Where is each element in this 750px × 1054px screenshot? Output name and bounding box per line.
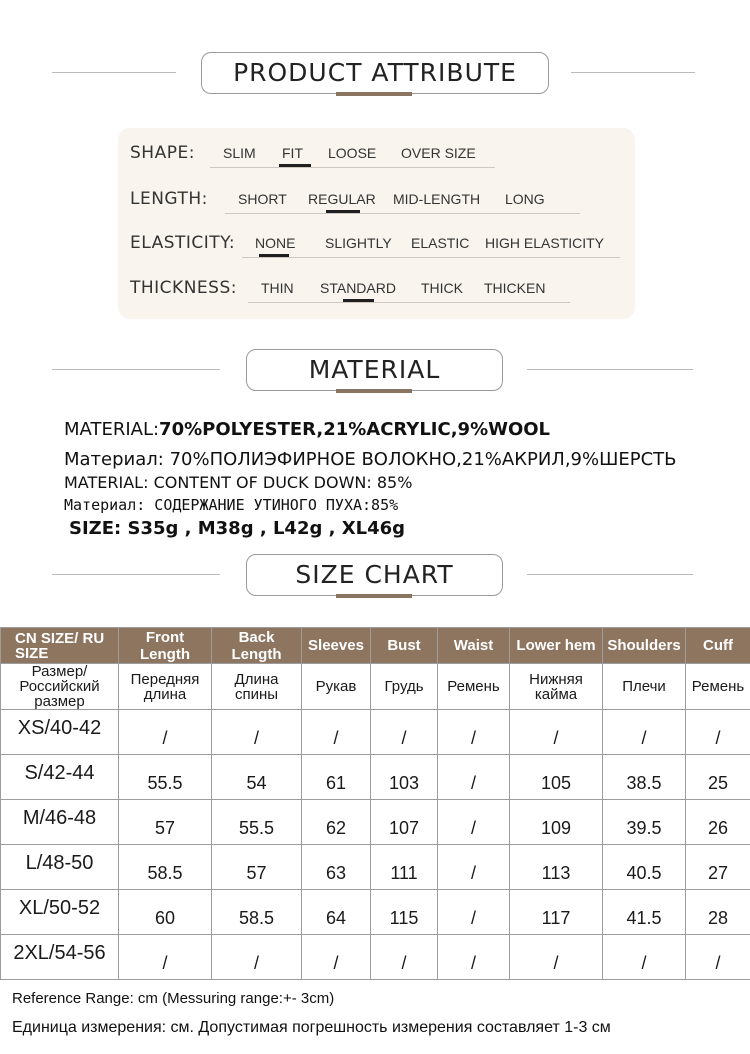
- attr-option-selected: STANDARD: [320, 280, 396, 296]
- value-cell: 115: [371, 890, 438, 935]
- table-row: [1, 800, 750, 845]
- table-row: [1, 845, 750, 890]
- col-header: Cuff: [686, 628, 750, 664]
- attr-option: SLIM: [223, 145, 256, 161]
- material-weights: SIZE: S35g , M38g , L42g , XL46g: [69, 518, 406, 539]
- attr-label: THICKNESS:: [130, 278, 237, 298]
- note-en: Reference Range: cm (Messuring range:+- 3cm): [12, 990, 335, 1007]
- size-cell: XS/40-42: [1, 710, 119, 755]
- attr-option: SHORT: [238, 191, 287, 207]
- col-header: Bust: [371, 628, 438, 664]
- attr-label: SHAPE:: [130, 143, 195, 163]
- col-header-ru: Рукав: [302, 664, 371, 710]
- table-row: [1, 755, 750, 800]
- col-header: Lower hem: [510, 628, 603, 664]
- value-cell: 58.5: [119, 845, 212, 890]
- header-row-ru: [1, 664, 750, 710]
- section-title: PRODUCT ATTRIBUTE: [201, 52, 549, 94]
- value-cell: 39.5: [603, 800, 686, 845]
- col-header: Shoulders: [603, 628, 686, 664]
- col-header-ru: Длина спины: [212, 664, 302, 710]
- col-header-ru: Плечи: [603, 664, 686, 710]
- value-cell: 28: [686, 890, 750, 935]
- attr-label: LENGTH:: [130, 189, 208, 209]
- size-cell: M/46-48: [1, 800, 119, 845]
- value-cell: /: [510, 935, 603, 980]
- col-header: Sleeves: [302, 628, 371, 664]
- attr-option-selected: NONE: [255, 235, 295, 251]
- value-cell: 60: [119, 890, 212, 935]
- attribute-panel: [118, 128, 635, 319]
- value-cell: 105: [510, 755, 603, 800]
- size-cell: XL/50-52: [1, 890, 119, 935]
- attr-option: LONG: [505, 191, 545, 207]
- value-cell: 40.5: [603, 845, 686, 890]
- col-header-ru: Передняя длина: [119, 664, 212, 710]
- attr-option: THICKEN: [484, 280, 546, 296]
- attr-option: THIN: [261, 280, 294, 296]
- note-ru: Единица измерения: см. Допустимая погрешность измерения составляет 1-3 см: [12, 1019, 611, 1036]
- attr-option: LOOSE: [328, 145, 377, 161]
- value-cell: /: [212, 935, 302, 980]
- size-chart-header: [0, 550, 750, 610]
- value-cell: 64: [302, 890, 371, 935]
- col-header: Waist: [438, 628, 510, 664]
- value-cell: /: [212, 710, 302, 755]
- col-header-ru: Нижняя кайма: [510, 664, 603, 710]
- corner-header-ru: Размер/ Российский размер: [1, 664, 119, 710]
- value-cell: /: [603, 935, 686, 980]
- value-cell: /: [510, 710, 603, 755]
- section-title: MATERIAL: [246, 349, 503, 391]
- col-header: Back Length: [212, 628, 302, 664]
- value-cell: 117: [510, 890, 603, 935]
- value-cell: 55.5: [119, 755, 212, 800]
- material-line-en: MATERIAL:70%POLYESTER,21%ACRYLIC,9%WOOL: [64, 419, 551, 440]
- col-header-ru: Грудь: [371, 664, 438, 710]
- value-cell: 63: [302, 845, 371, 890]
- value-cell: 55.5: [212, 800, 302, 845]
- value-cell: /: [438, 755, 510, 800]
- value-cell: /: [119, 710, 212, 755]
- value-cell: 103: [371, 755, 438, 800]
- attr-label: ELASTICITY:: [130, 233, 236, 253]
- material-down-ru: Материал: СОДЕРЖАНИЕ УТИНОГО ПУХА:85%: [64, 496, 399, 514]
- section-title: SIZE CHART: [246, 554, 503, 596]
- value-cell: /: [603, 710, 686, 755]
- value-cell: 61: [302, 755, 371, 800]
- value-cell: 62: [302, 800, 371, 845]
- value-cell: 54: [212, 755, 302, 800]
- value-cell: 57: [119, 800, 212, 845]
- attr-option: THICK: [421, 280, 463, 296]
- value-cell: 38.5: [603, 755, 686, 800]
- attr-option-selected: FIT: [282, 145, 303, 161]
- value-cell: 111: [371, 845, 438, 890]
- attr-option: MID-LENGTH: [393, 191, 481, 207]
- size-cell: L/48-50: [1, 845, 119, 890]
- corner-header-en: CN SIZE/ RU SIZE: [1, 628, 119, 664]
- size-cell: S/42-44: [1, 755, 119, 800]
- value-cell: /: [119, 935, 212, 980]
- material-line-ru: Материал: 70%ПОЛИЭФИРНОЕ ВОЛОКНО,21%АКРИЛ,9%ШЕРСТЬ: [64, 449, 677, 470]
- value-cell: 41.5: [603, 890, 686, 935]
- col-header: Front Length: [119, 628, 212, 664]
- material-header: [0, 345, 750, 405]
- value-cell: /: [686, 935, 750, 980]
- value-cell: 113: [510, 845, 603, 890]
- table-row: [1, 890, 750, 935]
- header-row-en: [1, 628, 750, 664]
- col-header-ru: Ремень: [438, 664, 510, 710]
- attr-option: HIGH ELASTICITY: [485, 235, 605, 251]
- value-cell: 58.5: [212, 890, 302, 935]
- value-cell: 107: [371, 800, 438, 845]
- value-cell: /: [302, 935, 371, 980]
- value-cell: 109: [510, 800, 603, 845]
- attr-option-selected: REGULAR: [308, 191, 376, 207]
- value-cell: /: [438, 800, 510, 845]
- attr-option: OVER SIZE: [401, 145, 476, 161]
- value-cell: /: [371, 935, 438, 980]
- attr-option: ELASTIC: [411, 235, 470, 251]
- value-cell: /: [438, 890, 510, 935]
- value-cell: 27: [686, 845, 750, 890]
- product-attribute-header: [0, 48, 750, 108]
- size-table: [0, 627, 750, 980]
- value-cell: 26: [686, 800, 750, 845]
- value-cell: /: [302, 710, 371, 755]
- value-cell: /: [438, 845, 510, 890]
- col-header-ru: Ремень: [686, 664, 750, 710]
- value-cell: 25: [686, 755, 750, 800]
- value-cell: /: [438, 710, 510, 755]
- material-down-en: MATERIAL: CONTENT OF DUCK DOWN: 85%: [64, 473, 413, 492]
- size-cell: 2XL/54-56: [1, 935, 119, 980]
- value-cell: /: [686, 710, 750, 755]
- table-row: [1, 710, 750, 755]
- value-cell: 57: [212, 845, 302, 890]
- table-row: [1, 935, 750, 980]
- attr-option: SLIGHTLY: [325, 235, 392, 251]
- value-cell: /: [438, 935, 510, 980]
- value-cell: /: [371, 710, 438, 755]
